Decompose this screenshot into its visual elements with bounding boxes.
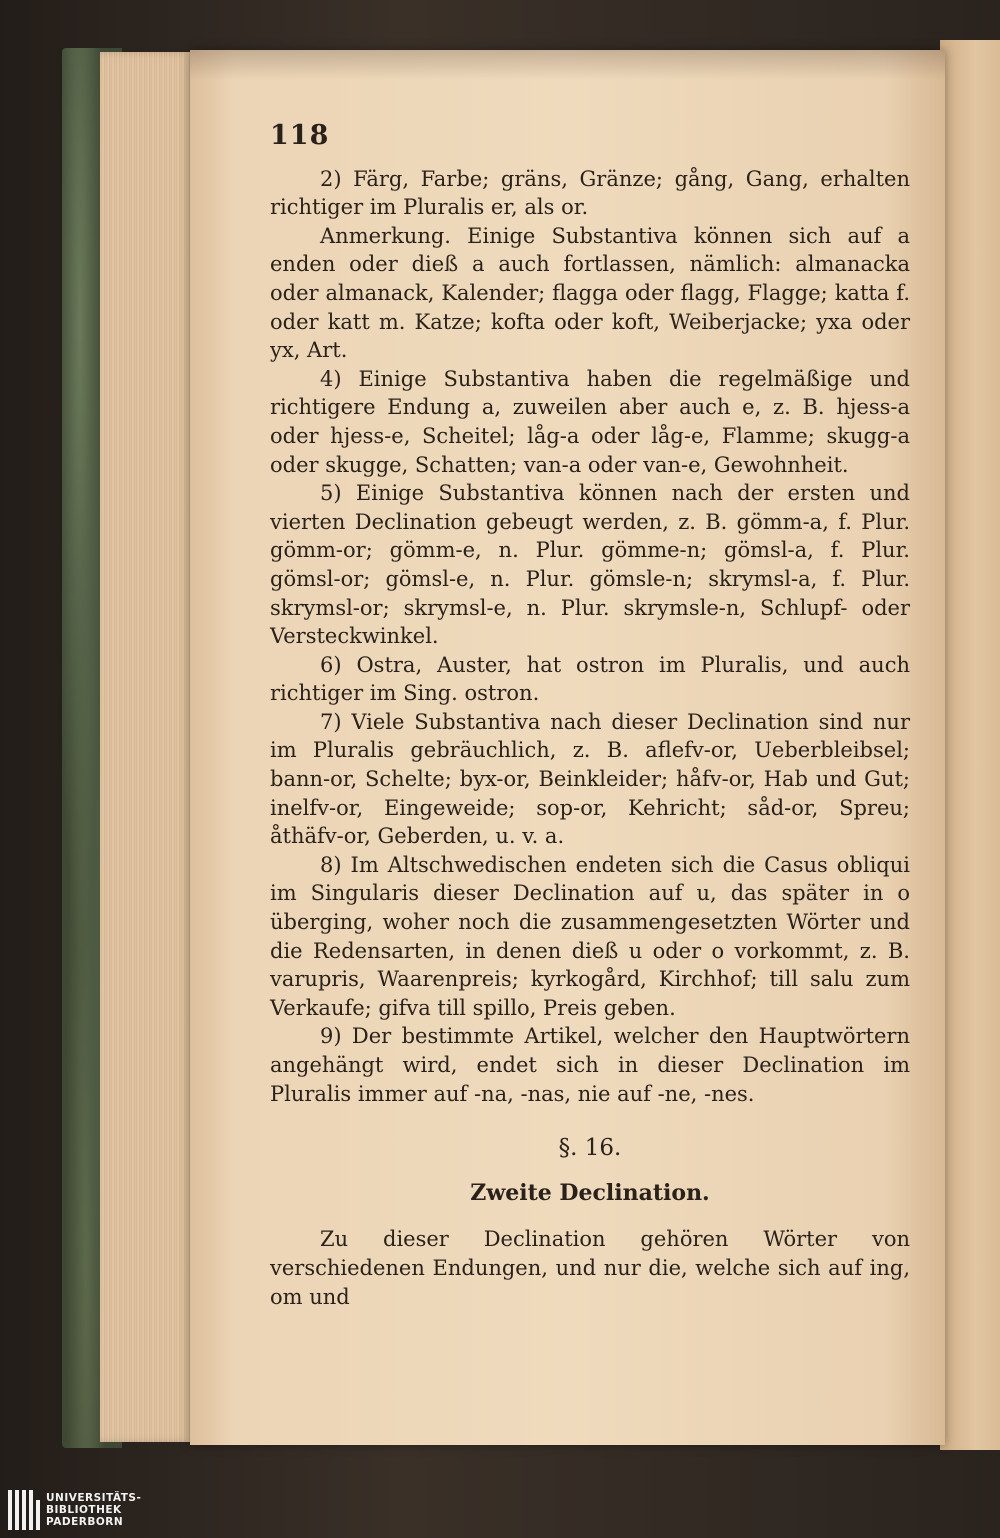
- paragraph-4: 4) Einige Substantiva haben die regelmäßige und richtigere Endung a, zuweilen aber auch e, z. B. hjess-a oder hjess-e, Scheitel; låg-a oder låg-e, Flamme; skugg-a oder skugge, Schatten; van-a oder van-e, Gewohnheit.: [270, 366, 910, 477]
- paragraph-7: 7) Viele Substantiva nach dieser Declination sind nur im Pluralis gebräuchlich, z. B. aflefv-or, Ueberbleibsel; bann-or, Schelte; byx-or, Beinkleider; håfv-or, Hab und Gut; inelfv-or, Eingeweide; sop-or, Kehricht; såd-or, Spreu; åthäfv-or, Geberden, u. v. a.: [270, 709, 910, 849]
- library-logo: [8, 1488, 168, 1532]
- paragraph-2: 2) Färg, Farbe; gräns, Gränze; gång, Gang, erhalten richtiger im Pluralis er, als or.: [270, 166, 910, 220]
- page-text: [270, 122, 910, 1311]
- next-page-edge: [940, 40, 1000, 1450]
- subheading: Zweite Declination.: [470, 1179, 710, 1206]
- book-page: [190, 50, 945, 1445]
- closing-paragraph: Zu dieser Declination gehören Wörter von verschiedenen Endungen, und nur die, welche sich auf ing, om und: [270, 1227, 910, 1309]
- page-edges: [100, 52, 196, 1442]
- logo-text: UNIVERSITÄTS- BIBLIOTHEK PADERBORN: [46, 1492, 142, 1528]
- paragraph-6: 6) Ostra, Auster, hat ostron im Pluralis, und auch richtiger im Sing. ostron.: [270, 652, 910, 706]
- paragraph-9: 9) Der bestimmte Artikel, welcher den Hauptwörtern angehängt wird, endet sich in dieser Declination im Pluralis immer auf -na, -nas, nie auf -ne, -nes.: [270, 1024, 910, 1106]
- paragraph-anmerkung: Anmerkung. Einige Substantiva können sich auf a enden oder dieß a auch fortlassen, nämlich: almanacka oder almanack, Kalender; flagga oder flagg, Flagge; katta f. oder katt m. Katze; kofta oder koft, Weiberjacke; yxa oder yx, Art.: [270, 223, 910, 363]
- page-number: 118: [270, 120, 330, 151]
- paragraph-5: 5) Einige Substantiva können nach der ersten und vierten Declination gebeugt werden, z. B. gömm-a, f. Plur. gömm-or; gömm-e, n. Plur. gömme-n; gömsl-a, f. Plur. gömsl-or; gömsl-e, n. Plur. gömsle-n; skrymsl-a, f. Plur. skrymsl-or; skrymsl-e, n. Plur. skrymsle-n, Schlupf- oder Versteckwinkel.: [270, 481, 910, 649]
- logo-bars-icon: [8, 1490, 40, 1530]
- page-shadow: [190, 50, 945, 80]
- paragraph-8: 8) Im Altschwedischen endeten sich die Casus obliqui im Singularis dieser Declination auf u, das später in o überging, woher noch die zusammengesetzten Wörter und die Redensarten, in denen dieß u oder o vorkommt, z. B. varupris, Waarenpreis; kyrkogård, Kirchhof; till salu zum Verkaufe; gifva till spillo, Preis geben.: [270, 852, 910, 1020]
- section-heading: §. 16.: [558, 1135, 622, 1162]
